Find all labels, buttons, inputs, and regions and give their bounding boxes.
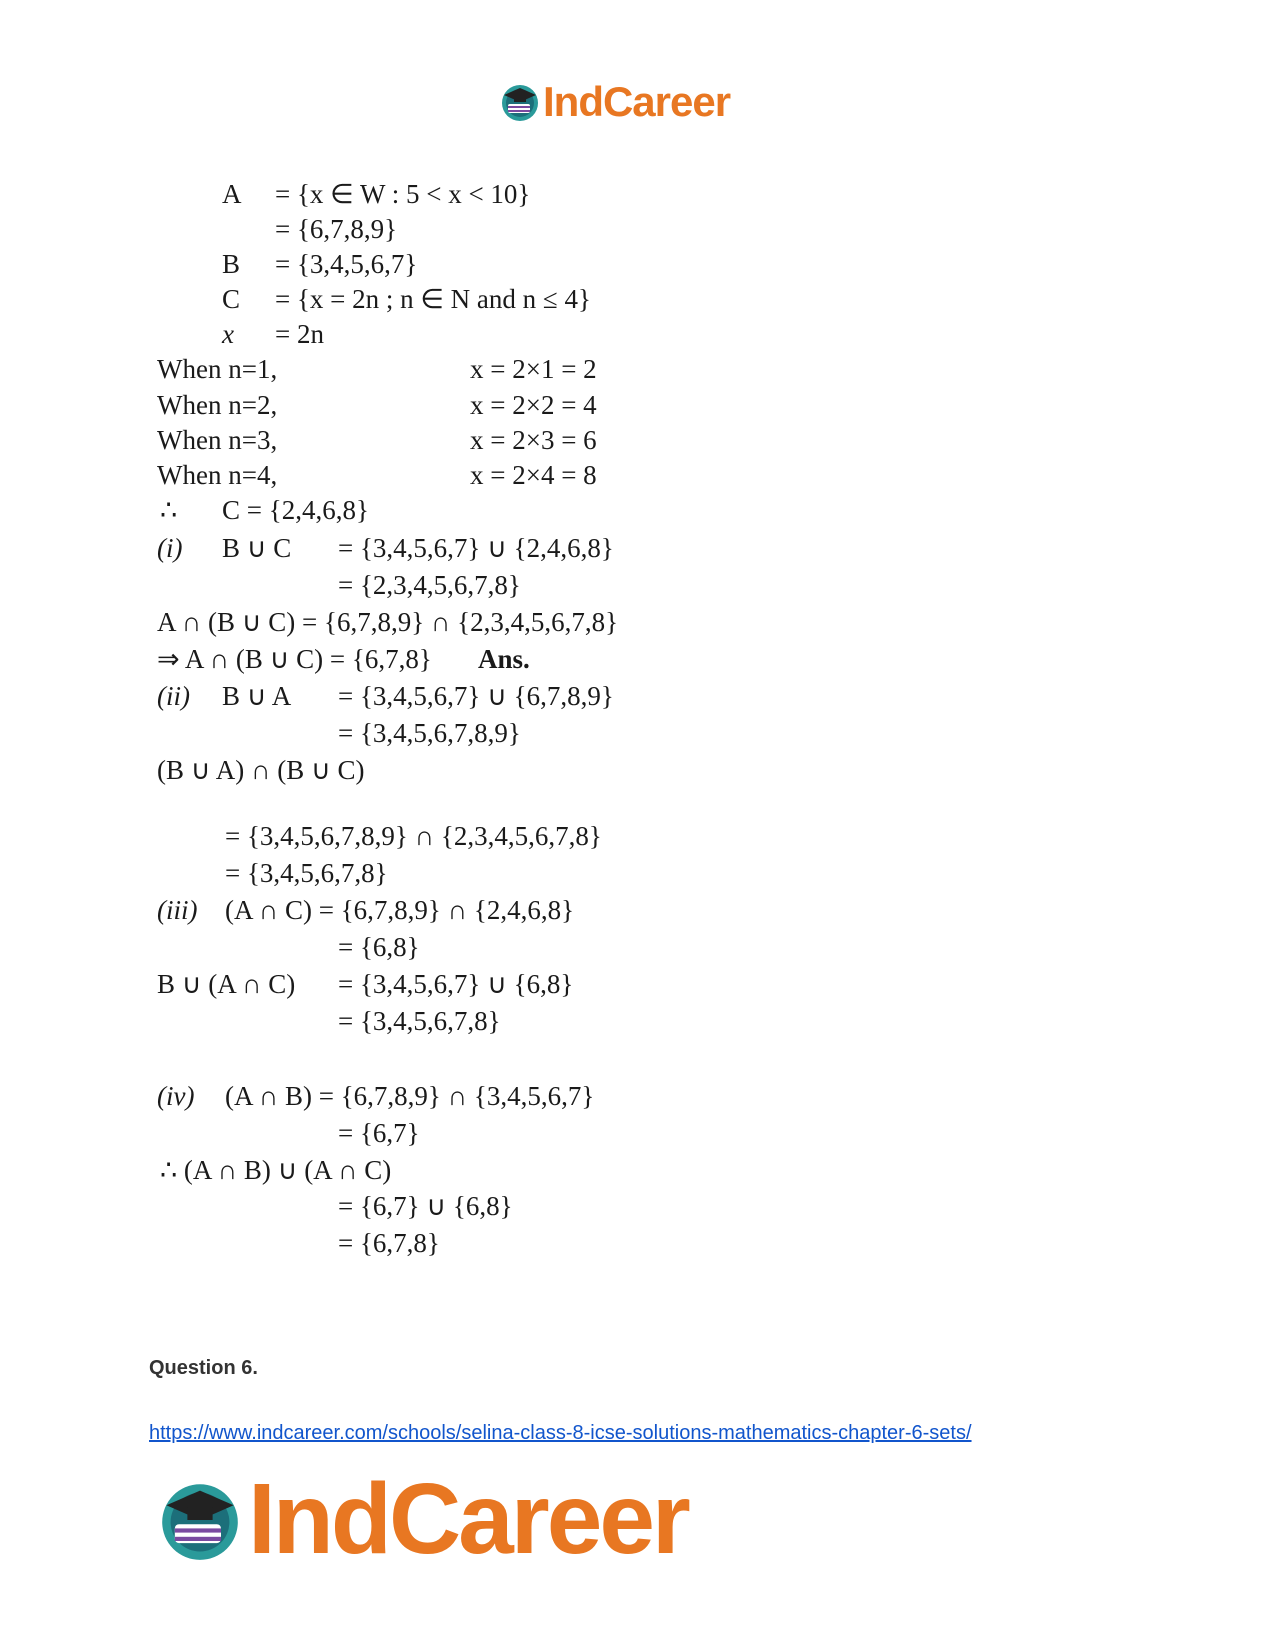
math-line: = {x ∈ W : 5 < x < 10} bbox=[275, 179, 531, 209]
graduation-cap-book-icon bbox=[500, 82, 540, 122]
math-line: (ii) bbox=[157, 681, 190, 711]
math-line: B ∪ A bbox=[222, 681, 292, 711]
math-line: When n=2, bbox=[157, 390, 278, 420]
math-line: B bbox=[222, 249, 241, 279]
math-line: = {3,4,5,6,7} ∪ {2,4,6,8} bbox=[338, 533, 614, 563]
question-heading: Question 6. bbox=[149, 1357, 258, 1379]
math-line: When n=1, bbox=[157, 354, 278, 384]
math-line: = {2,3,4,5,6,7,8} bbox=[338, 570, 521, 600]
logo-top bbox=[500, 78, 730, 126]
math-line: = {6,7} bbox=[338, 1118, 420, 1148]
math-line: When n=4, bbox=[157, 460, 278, 490]
math-line: = {x = 2n ; n ∈ N and n ≤ 4} bbox=[275, 284, 591, 314]
math-line: ∴ (A ∩ B) ∪ (A ∩ C) bbox=[160, 1155, 392, 1185]
math-line: C = {2,4,6,8} bbox=[222, 495, 369, 525]
math-line: x = 2×4 = 8 bbox=[470, 460, 597, 490]
math-line: (iv) bbox=[157, 1081, 195, 1111]
math-line: C bbox=[222, 284, 241, 314]
math-line: A ∩ (B ∪ C) = {6,7,8,9} ∩ {2,3,4,5,6,7,8} bbox=[157, 607, 619, 637]
math-line: x = 2×1 = 2 bbox=[470, 354, 597, 384]
math-line: (iii) bbox=[157, 895, 198, 925]
math-line: = {3,4,5,6,7,8,9} ∩ {2,3,4,5,6,7,8} bbox=[225, 821, 602, 851]
math-line: x = 2×2 = 4 bbox=[470, 390, 597, 420]
math-line: ∴ bbox=[160, 495, 178, 525]
math-line: x bbox=[222, 319, 234, 349]
math-line: (B ∪ A) ∩ (B ∪ C) bbox=[157, 755, 365, 785]
math-line: = {6,8} bbox=[338, 932, 420, 962]
math-line: = 2n bbox=[275, 319, 324, 349]
math-line: = {6,7,8,9} bbox=[275, 214, 398, 244]
math-line: ⇒ A ∩ (B ∪ C) = {6,7,8} bbox=[157, 644, 432, 674]
math-line: = {3,4,5,6,7,8,9} bbox=[338, 718, 521, 748]
math-line: Ans. bbox=[478, 644, 530, 674]
brand-name: IndCareer bbox=[248, 1463, 688, 1575]
math-line: = {6,7} ∪ {6,8} bbox=[338, 1191, 513, 1221]
math-line: (A ∩ B) = {6,7,8,9} ∩ {3,4,5,6,7} bbox=[225, 1081, 595, 1111]
brand-name: IndCareer bbox=[543, 78, 731, 125]
graduation-cap-book-icon bbox=[158, 1478, 242, 1562]
math-line: (i) bbox=[157, 533, 183, 563]
math-line: = {3,4,5,6,7} ∪ {6,8} bbox=[338, 969, 574, 999]
math-line: A bbox=[222, 179, 242, 209]
logo-bottom bbox=[158, 1462, 688, 1577]
math-line: = {3,4,5,6,7} ∪ {6,7,8,9} bbox=[338, 681, 614, 711]
math-line: = {3,4,5,6,7,8} bbox=[338, 1006, 501, 1036]
math-line: When n=3, bbox=[157, 425, 278, 455]
math-line: (A ∩ C) = {6,7,8,9} ∩ {2,4,6,8} bbox=[225, 895, 575, 925]
source-link[interactable]: https://www.indcareer.com/schools/selina-class-8-icse-solutions-mathematics-chapter-6-sets/ bbox=[149, 1422, 972, 1444]
math-line: B ∪ (A ∩ C) bbox=[157, 969, 296, 999]
math-line: = {6,7,8} bbox=[338, 1228, 440, 1258]
math-line: x = 2×3 = 6 bbox=[470, 425, 597, 455]
math-line: = {3,4,5,6,7,8} bbox=[225, 858, 388, 888]
math-line: B ∪ C bbox=[222, 533, 292, 563]
math-line: = {3,4,5,6,7} bbox=[275, 249, 418, 279]
